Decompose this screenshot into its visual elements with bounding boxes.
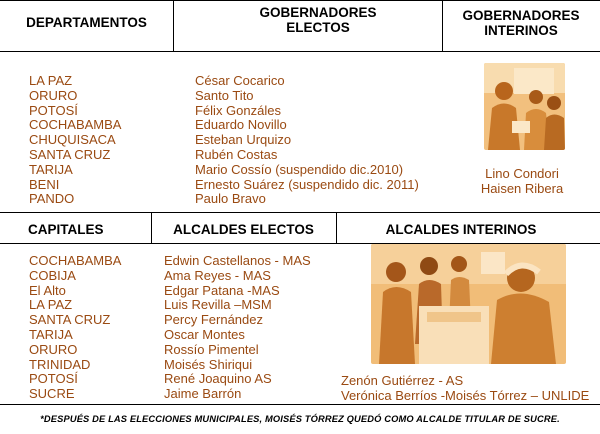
list-item: Luis Revilla –MSM xyxy=(164,297,272,313)
top-border xyxy=(0,0,600,1)
list-item: CHUQUISACA xyxy=(29,132,116,148)
list-item: Lino Condori xyxy=(485,166,559,181)
list-item: Oscar Montes xyxy=(164,326,245,342)
alcaldes-electos-list xyxy=(164,254,311,402)
list-item: PANDO xyxy=(29,191,75,207)
list-item: Rubén Costas xyxy=(195,146,278,162)
gobernadores-interinos-list xyxy=(452,166,592,196)
gobernadores-electos-header: GOBERNADORES ELECTOS xyxy=(259,5,377,35)
footer-rule xyxy=(0,404,600,405)
list-item: Rossío Pimentel xyxy=(164,341,259,357)
capitales-list xyxy=(29,254,121,402)
alcaldes-electos-header: ALCALDES ELECTOS xyxy=(173,222,314,237)
list-item: Moisés Shiriqui xyxy=(164,356,253,372)
list-item: SANTA CRUZ xyxy=(29,312,111,328)
list-item: COBIJA xyxy=(29,267,76,283)
capitales-header: CAPITALES xyxy=(28,222,104,237)
list-item: SANTA CRUZ xyxy=(29,146,111,162)
list-item: Ama Reyes - MAS xyxy=(164,267,271,283)
list-item: Mario Cossío (suspendido dic.2010) xyxy=(195,161,404,177)
footnote: *DESPUÉS DE LAS ELECCIONES MUNICIPALES, MOISÉS TÓRREZ QUEDÓ COMO ALCALDE TITULAR DE SUCRE. xyxy=(40,414,560,424)
list-item: Eduardo Novillo xyxy=(195,117,287,133)
list-item: Haisen Ribera xyxy=(480,181,564,196)
alcaldes-interinos-header: ALCALDES INTERINOS xyxy=(385,222,537,237)
departamentos-list xyxy=(29,74,121,207)
list-item: Ernesto Suárez (suspendido dic. 2011) xyxy=(195,176,419,192)
list-item: Verónica Berríos -Moisés Tórrez – UNLIDE xyxy=(341,387,590,403)
gobernadores-photo xyxy=(484,63,565,150)
divider-v1-top xyxy=(173,0,174,52)
list-item: TARIJA xyxy=(29,161,73,177)
list-item: POTOSÍ xyxy=(29,371,78,387)
list-item: René Joaquino AS xyxy=(164,371,272,387)
alcaldes-interinos-list xyxy=(341,374,589,404)
list-item: LA PAZ xyxy=(29,73,73,88)
list-item: COCHABAMBA xyxy=(29,117,122,133)
gobernadores-electos-list xyxy=(195,74,419,207)
list-item: Santo Tito xyxy=(195,87,254,103)
gobernadores-interinos-header: GOBERNADORES INTERINOS xyxy=(462,8,580,38)
section-rule xyxy=(0,212,600,213)
list-item: Edgar Patana -MAS xyxy=(164,282,280,298)
list-item: César Cocarico xyxy=(195,73,285,88)
list-item: Zenón Gutiérrez - AS xyxy=(341,373,464,388)
departamentos-header: DEPARTAMENTOS xyxy=(26,15,147,30)
list-item: COCHABAMBA xyxy=(29,253,122,268)
list-item: Esteban Urquizo xyxy=(195,132,292,148)
list-item: Edwin Castellanos - MAS xyxy=(164,253,311,268)
header-rule-top xyxy=(0,51,600,52)
list-item: Percy Fernández xyxy=(164,312,263,328)
list-item: LA PAZ xyxy=(29,297,73,313)
list-item: El Alto xyxy=(29,282,66,298)
list-item: Jaime Barrón xyxy=(164,386,242,402)
list-item: ORURO xyxy=(29,87,78,103)
list-item: BENI xyxy=(29,176,60,192)
alcaldes-photo xyxy=(371,244,566,364)
list-item: POTOSÍ xyxy=(29,102,78,118)
list-item: TRINIDAD xyxy=(29,356,91,372)
list-item: Paulo Bravo xyxy=(195,191,266,207)
list-item: ORURO xyxy=(29,341,78,357)
list-item: Félix Gonzáles xyxy=(195,102,281,118)
divider-v2-top xyxy=(442,0,443,52)
list-item: TARIJA xyxy=(29,326,73,342)
list-item: SUCRE xyxy=(29,386,75,402)
